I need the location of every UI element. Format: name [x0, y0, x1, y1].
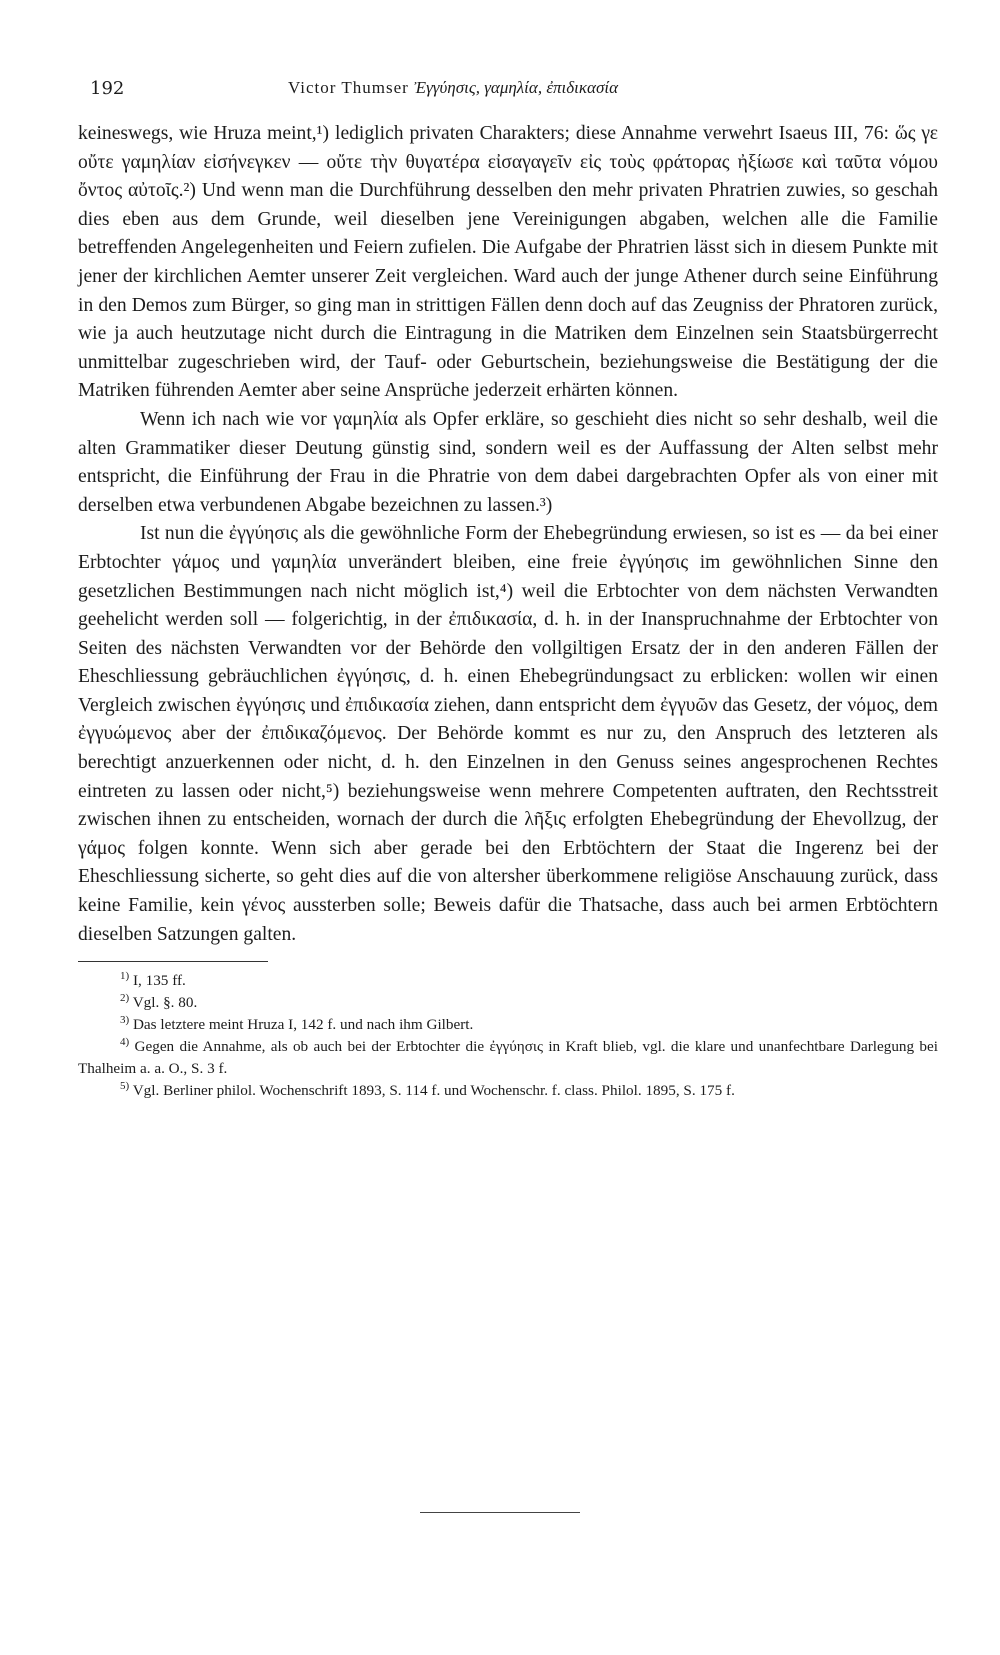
footnote-text: Gegen die Annahme, als ob auch bei der Erbtochter die ἐγγύησις in Kraft blieb, vgl. die klare und unanfechtbare Darlegung bei Thalheim a. a. O., S. 3 f. — [78, 1038, 938, 1078]
paragraph-3: Ist nun die ἐγγύησις als die gewöhnliche Form der Ehebegründung erwiesen, so ist es — da bei einer Erbtochter γάμος und γαμηλία unverändert bleiben, eine freie ἐγγύησις im gewöhnlichen Sinne den gesetzlichen Bestimmungen nach nicht möglich ist,⁴) weil die Erbtochter von dem nächsten Verwandten geehelicht werden soll — folgerichtig, in der ἐπιδικασία, d. h. in der Inanspruchnahme der Erbtochter von Seiten des nächsten Verwandten vor der Behörde den vollgiltigen Ersatz der in den anderen Fällen der Eheschliessung gebräuchlichen ἐγγύησις, d. h. einen Ehebegründungsact zu erblicken: wollen wir einen Vergleich zwischen ἐγγύησις und ἐπιδικασία ziehen, dann entspricht dem ἐγγυῶν das Gesetz, der νόμος, dem ἐγγυώμενος aber der ἐπιδικαζόμενος. Der Behörde kommt es nur zu, den Anspruch des letzteren als berechtigt anzuerkennen oder nicht, d. h. den Einzelnen in den Genuss seines angesprochenen Rechtes eintreten zu lassen oder nicht,⁵) beziehungsweise wenn mehrere Competenten auftraten, den Rechtsstreit zwischen ihnen zu entscheiden, wornach der durch die λῆξις erfolgten Ehebegründung der Ehevollzug, der γάμος folgen konnte. Wenn sich aber gerade bei den Erbtöchtern der Staat die Ingerenz bei der Eheschliessung sicherte, so geht dies auf die von altersher überkommene religiöse Anschauung zurück, dass keine Familie, kein γένος aussterben solle; Beweis dafür die Thatsache, dass auch bei armen Erbtöchtern dieselben Satzungen galten. — [78, 523, 938, 945]
footnote-5 — [78, 1080, 938, 1102]
running-title — [288, 78, 618, 98]
running-greek-title: Ἐγγύησις, γαμηλία, ἐπιδικασία — [414, 78, 618, 97]
footnote-marker: 1) — [120, 970, 130, 983]
footnote-marker: 3) — [120, 1014, 130, 1027]
footnote-3 — [78, 1014, 938, 1036]
running-header — [78, 78, 938, 102]
footnote-4 — [78, 1036, 938, 1080]
bottom-divider — [420, 1512, 580, 1513]
footnote-text: I, 135 ff. — [132, 972, 186, 990]
page-content — [78, 78, 938, 1102]
footnote-text: Vgl. Berliner philol. Wochenschrift 1893, S. 114 f. und Wochenschr. f. class. Philol. 1895, S. 175 f. — [132, 1082, 735, 1100]
footnote-1 — [78, 970, 938, 992]
paragraph-2: Wenn ich nach wie vor γαμηλία als Opfer erkläre, so geschieht dies nicht so sehr deshalb, weil die alten Grammatiker dieser Deutung günstig sind, sondern weil es der Auffassung der Alten selbst mehr entspricht, die Einführung der Frau in die Phratrie von dem dabei dargebrachten Opfer als von einer mit derselben etwa verbundenen Abgabe bezeichnen zu lassen.³) — [78, 408, 938, 516]
page-number: 192 — [90, 78, 125, 99]
paragraph-1: keineswegs, wie Hruza meint,¹) lediglich privaten Charakters; diese Annahme verwehrt Isaeus III, 76: ὥς γε οὔτε γαμηλίαν εἰσήνεγκεν — οὔτε τὴν θυγατέρα εἰσαγαγεῖν εἰς τοὺς φράτορας ἠξίωσε καὶ ταῦτα νόμου ὄντος αὐτοῖς.²) Und wenn man die Durchführung desselben den mehr privaten Phratrien zuwies, so geschah dies eben aus dem Grunde, weil dieselben jene Vereinigungen abgaben, welchen alle die Familie betreffenden Angelegenheiten und Feiern zufielen. Die Aufgabe der Phratrien lässt sich in diesem Punkte mit jener der kirchlichen Aemter unserer Zeit vergleichen. Ward auch der junge Athener durch seine Einführung in den Demos zum Bürger, so ging man in strittigen Fällen denn doch auf das Zeugniss der Phratoren zurück, wie ja auch heutzutage nicht durch die Eintragung in die Matriken dem Einzelnen sein Staatsbürgerrecht unmittelbar zugeschrieben wird, der Tauf- oder Geburtschein, beziehungsweise die Bestätigung der die Matriken führenden Aemter aber seine Ansprüche jederzeit erhärten können. — [78, 123, 938, 402]
footnote-text: Das letztere meint Hruza I, 142 f. und nach ihm Gilbert. — [132, 1016, 474, 1034]
footnote-marker: 5) — [120, 1080, 130, 1093]
footnote-separator — [78, 961, 268, 962]
footnote-marker: 4) — [120, 1036, 130, 1049]
running-author: Victor Thumser — [288, 78, 409, 97]
main-text — [78, 120, 938, 949]
footnotes — [78, 970, 938, 1102]
footnote-marker: 2) — [120, 992, 130, 1005]
footnote-text: Vgl. §. 80. — [132, 994, 198, 1012]
footnote-2 — [78, 992, 938, 1014]
